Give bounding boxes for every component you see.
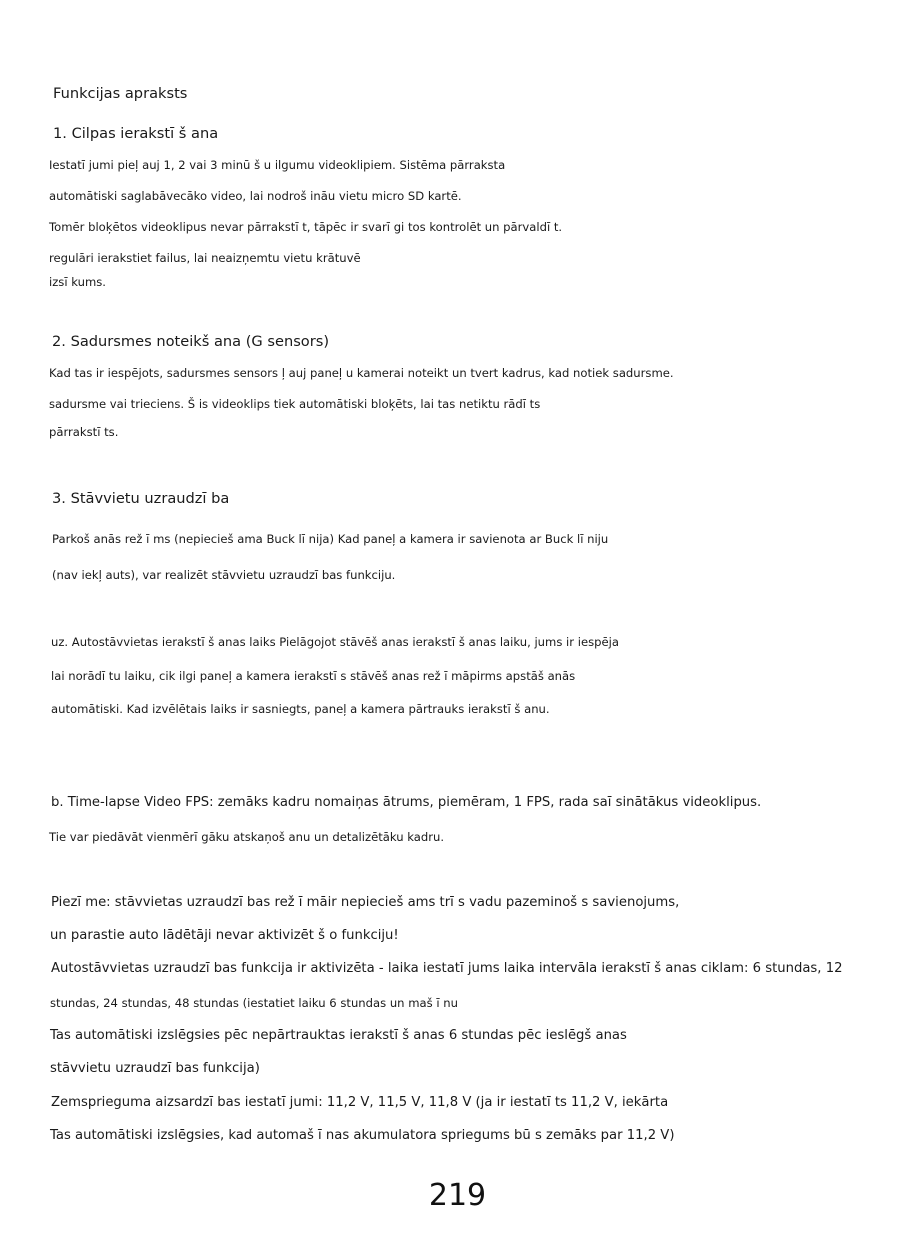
paragraph-line: uz. Autostāvvietas ierakstī š anas laiks Pielāgojot stāvēš anas ierakstī š anas laiku, jums ir iespēja	[51, 635, 619, 649]
paragraph-line: Kad tas ir iespējots, sadursmes sensors ļ auj paneļ u kamerai noteikt un tvert kadrus, kad notiek sadursme.	[49, 366, 674, 380]
paragraph-line: Autostāvvietas uzraudzī bas funkcija ir aktivizēta - laika iestatī jums laika intervāla ierakstī š anas ciklam: 6 stundas, 12	[51, 961, 843, 976]
paragraph-line: stāvvietu uzraudzī bas funkcija)	[50, 1061, 260, 1076]
paragraph-line: automātiski saglabāvecāko video, lai nodroš ināu vietu micro SD kartē.	[49, 189, 462, 203]
page-title: Funkcijas apraksts	[53, 85, 188, 102]
paragraph-line: b. Time-lapse Video FPS: zemāks kadru nomaiņas ātrums, piemēram, 1 FPS, rada saī sinātākus videoklipus.	[51, 795, 762, 810]
section-heading: 1. Cilpas ierakstī š ana	[53, 125, 219, 142]
paragraph-line: stundas, 24 stundas, 48 stundas (iestatiet laiku 6 stundas un maš ī nu	[50, 996, 458, 1010]
note-line: Piezī me: stāvvietas uzraudzī bas rež ī māir nepiecieš ams trī s vadu pazeminoš s savienojums,	[51, 895, 680, 910]
paragraph-line: pārrakstī ts.	[49, 425, 119, 439]
paragraph-line: Iestatī jumi pieļ auj 1, 2 vai 3 minū š u ilgumu videoklipiem. Sistēma pārraksta	[49, 158, 506, 172]
page-number: 219	[428, 1178, 487, 1213]
paragraph-line: (nav iekļ auts), var realizēt stāvvietu uzraudzī bas funkciju.	[52, 568, 396, 582]
paragraph-line: Tomēr bloķētos videoklipus nevar pārrakstī t, tāpēc ir svarī gi tos kontrolēt un pārvaldī t.	[49, 220, 563, 234]
paragraph-line: Parkoš anās rež ī ms (nepiecieš ama Buck lī nija) Kad paneļ a kamera ir savienota ar Buck lī niju	[52, 532, 609, 546]
section-heading: 2. Sadursmes noteikš ana (G sensors)	[52, 333, 330, 350]
note-line: un parastie auto lādētāji nevar aktivizēt š o funkciju!	[50, 928, 399, 943]
paragraph-line: lai norādī tu laiku, cik ilgi paneļ a kamera ierakstī s stāvēš anas rež ī māpirms apstāš anās	[51, 669, 576, 683]
paragraph-line: Zemsprieguma aizsardzī bas iestatī jumi: 11,2 V, 11,5 V, 11,8 V (ja ir iestatī ts 11,2 V, iekārta	[51, 1095, 669, 1110]
paragraph-line: regulāri ierakstiet failus, lai neaizņemtu vietu krātuvē	[49, 251, 361, 265]
paragraph-line: Tie var piedāvāt vienmērī gāku atskaņoš anu un detalizētāku kadru.	[49, 830, 445, 844]
section-heading: 3. Stāvvietu uzraudzī ba	[52, 490, 230, 507]
paragraph-line: automātiski. Kad izvēlētais laiks ir sasniegts, paneļ a kamera pārtrauks ierakstī š anu.	[51, 702, 550, 716]
paragraph-line: sadursme vai trieciens. Š is videoklips tiek automātiski bloķēts, lai tas netiktu rādī ts	[49, 397, 541, 411]
paragraph-line: izsī kums.	[49, 275, 106, 289]
paragraph-line: Tas automātiski izslēgsies, kad automaš ī nas akumulatora spriegums bū s zemāks par 11,2 V)	[50, 1128, 675, 1143]
paragraph-line: Tas automātiski izslēgsies pēc nepārtrauktas ierakstī š anas 6 stundas pēc ieslēgš anas	[50, 1028, 627, 1043]
